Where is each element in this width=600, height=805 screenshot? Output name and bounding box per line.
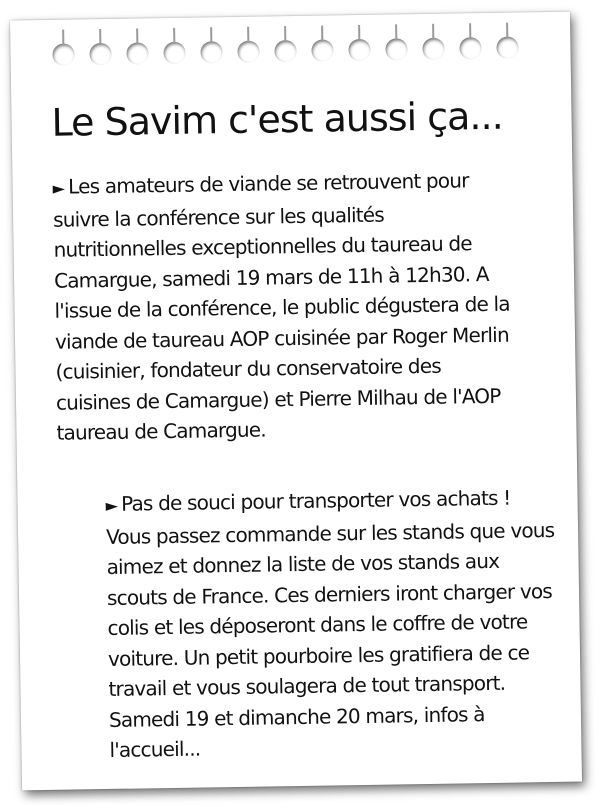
text-line: voiture. Un petit pourboire les gratifiera de ce — [107, 639, 530, 671]
paragraph-purchase-transport — [105, 482, 574, 766]
text-line: Samedi 19 et dimanche 20 mars, infos à — [108, 701, 485, 732]
binding-hole — [200, 41, 222, 63]
text-line: viande de taureau AOP cuisinée par Roger Merlin — [54, 322, 510, 354]
text-line: suivre la conférence sur les qualités — [52, 202, 385, 232]
binding-hole — [459, 37, 481, 59]
paragraph-meat-conference — [52, 164, 546, 448]
text-line-content: Les amateurs de viande se retrouvent pour — [67, 168, 469, 199]
text-line: travail et vous soulagera de tout transport. — [108, 670, 506, 701]
text-line: Vous passez commande sur les stands que vous — [105, 517, 555, 549]
binding-hole — [126, 42, 148, 64]
text-line: colis et les déposeront dans le coffre de votre — [107, 609, 528, 640]
text-line: taureau de Camargue. — [56, 417, 267, 445]
text-line: scouts de France. Ces derniers iront charger vos — [106, 578, 553, 610]
binding-hole — [274, 40, 296, 62]
text-line: nutritionnelles exceptionnelles du taureau de — [53, 231, 472, 262]
text-line: l'issue de la conférence, le public dégustera de la — [54, 291, 510, 323]
text-line: l'accueil... — [109, 736, 201, 762]
right-pointer-icon: ► — [52, 178, 65, 198]
binding-hole — [348, 39, 370, 61]
text-line: cuisines de Camargue) et Pierre Milhau de l'AOP — [55, 383, 501, 415]
binding-hole — [496, 36, 518, 58]
note-title: Le Savim c'est aussi ça... — [51, 93, 503, 145]
spiral-holes — [52, 26, 523, 73]
binding-hole — [89, 43, 111, 65]
binding-hole — [422, 38, 444, 60]
text-line-content: Pas de souci pour transporter vos achats ! — [120, 485, 511, 516]
text-line: (cuisinier, fondateur du conservatoire des — [55, 353, 442, 384]
binding-hole — [385, 38, 407, 60]
notepad-sheet — [10, 12, 582, 791]
text-line: Camargue, samedi 19 mars de 11h à 12h30. A — [53, 261, 489, 293]
binding-hole — [52, 43, 74, 65]
right-pointer-icon: ► — [105, 495, 118, 516]
binding-hole — [311, 39, 333, 61]
binding-hole — [163, 42, 185, 64]
binding-hole — [237, 41, 259, 63]
text-line: aimez et donnez la liste de vos stands aux — [106, 548, 500, 579]
